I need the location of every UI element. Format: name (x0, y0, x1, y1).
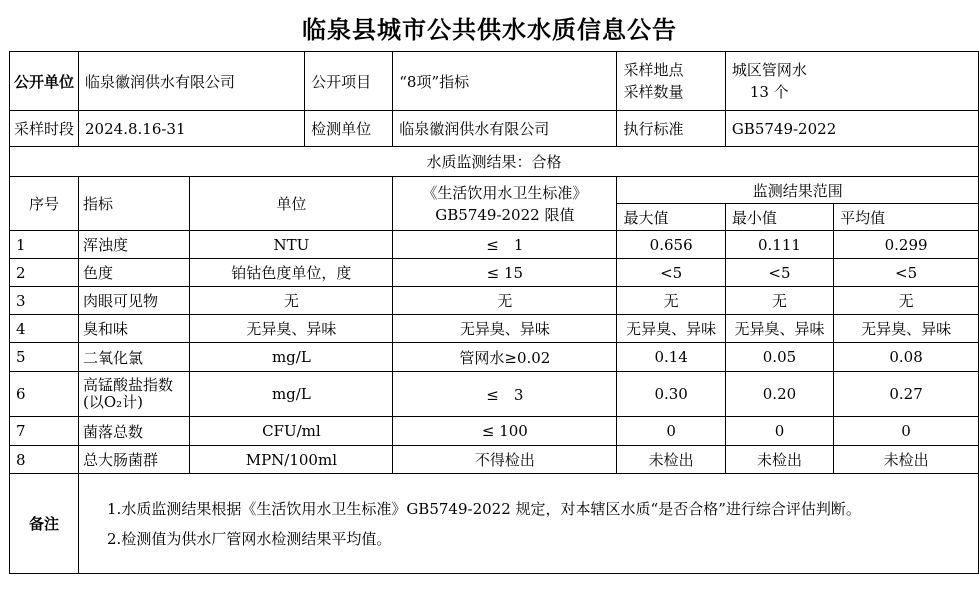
sampling-period-value: 2024.8.16-31 (79, 111, 305, 147)
row-avg: 0.08 (834, 343, 979, 372)
row-min: 无 (725, 287, 833, 315)
row-limit: ≤ 15 (393, 259, 617, 287)
sampling-location-value: 城区管网水 (731, 61, 807, 79)
row-no: 4 (10, 315, 79, 343)
table-row (10, 231, 979, 259)
row-avg: 未检出 (834, 446, 979, 474)
sampling-values (725, 52, 978, 111)
row-no: 1 (10, 231, 79, 259)
row-no: 8 (10, 446, 79, 474)
col-header-no: 序号 (10, 177, 79, 231)
table-row (10, 259, 979, 287)
column-header-row-1 (10, 177, 979, 204)
row-min: 0.05 (725, 343, 833, 372)
row-min: 0 (725, 417, 833, 446)
col-header-max: 最大值 (617, 204, 725, 231)
col-header-min: 最小值 (725, 204, 833, 231)
row-max: 0.14 (617, 343, 725, 372)
result-banner-row (10, 147, 979, 177)
col-header-limit-line2: GB5749-2022 限值 (435, 205, 575, 224)
disclosure-item-value: “8项”指标 (393, 52, 617, 111)
row-avg: 无 (834, 287, 979, 315)
header-row-1 (10, 52, 979, 111)
col-header-indicator: 指标 (79, 177, 190, 231)
row-indicator: 浑浊度 (79, 231, 190, 259)
col-header-limit (393, 177, 617, 231)
row-limit: 不得检出 (393, 446, 617, 474)
row-indicator: 肉眼可见物 (79, 287, 190, 315)
remarks-content (79, 474, 979, 574)
row-limit: ≤ 3 (393, 372, 617, 417)
row-indicator: 总大肠菌群 (79, 446, 190, 474)
row-max: 无 (617, 287, 725, 315)
row-unit: mg/L (190, 372, 393, 417)
row-unit: CFU/ml (190, 417, 393, 446)
table-row (10, 287, 979, 315)
row-unit: 无 (190, 287, 393, 315)
row-indicator: 二氧化氯 (79, 343, 190, 372)
testing-unit-label: 检测单位 (305, 111, 393, 147)
row-indicator: 色度 (79, 259, 190, 287)
row-unit: MPN/100ml (190, 446, 393, 474)
row-avg: 无异臭、异味 (834, 315, 979, 343)
sampling-count-label: 采样数量 (623, 83, 684, 101)
row-unit: mg/L (190, 343, 393, 372)
water-quality-table (9, 51, 979, 574)
page-title: 临泉县城市公共供水水质信息公告 (302, 16, 677, 44)
row-avg: 0.299 (834, 231, 979, 259)
row-min: 0.111 (725, 231, 833, 259)
sampling-period-label: 采样时段 (10, 111, 79, 147)
row-unit: 无异臭、异味 (190, 315, 393, 343)
sampling-count-value: 13 个 (749, 83, 789, 101)
row-indicator: 臭和味 (79, 315, 190, 343)
header-row-2 (10, 111, 979, 147)
row-limit: 无异臭、异味 (393, 315, 617, 343)
row-avg: 0.27 (834, 372, 979, 417)
standard-value: GB5749-2022 (725, 111, 978, 147)
disclosing-unit-value: 临泉徽润供水有限公司 (79, 52, 305, 111)
row-max: 0.30 (617, 372, 725, 417)
row-min: 未检出 (725, 446, 833, 474)
row-no: 2 (10, 259, 79, 287)
row-indicator: 高锰酸盐指数(以O₂计) (79, 372, 190, 417)
remarks-label: 备注 (10, 474, 79, 574)
table-row (10, 343, 979, 372)
remarks-row (10, 474, 979, 574)
table-row (10, 417, 979, 446)
row-avg: <5 (834, 259, 979, 287)
row-indicator: 菌落总数 (79, 417, 190, 446)
row-limit: 无 (393, 287, 617, 315)
col-header-avg: 平均值 (834, 204, 979, 231)
table-row (10, 372, 979, 417)
row-no: 5 (10, 343, 79, 372)
testing-unit-value: 临泉徽润供水有限公司 (393, 111, 617, 147)
col-header-limit-line1: 《生活饮用水卫生标准》 (422, 183, 588, 202)
row-min: 0.20 (725, 372, 833, 417)
sampling-labels (617, 52, 725, 111)
standard-label: 执行标准 (617, 111, 725, 147)
row-no: 7 (10, 417, 79, 446)
row-max: 未检出 (617, 446, 725, 474)
result-banner: 水质监测结果：合格 (10, 147, 979, 177)
row-unit: 铂钴色度单位，度 (190, 259, 393, 287)
table-row (10, 315, 979, 343)
col-header-range: 监测结果范围 (617, 177, 979, 204)
row-max: 无异臭、异味 (617, 315, 725, 343)
row-no: 6 (10, 372, 79, 417)
table-row (10, 446, 979, 474)
disclosure-item-label: 公开项目 (305, 52, 393, 111)
row-min: <5 (725, 259, 833, 287)
row-max: <5 (617, 259, 725, 287)
row-no: 3 (10, 287, 79, 315)
sampling-location-label: 采样地点 (623, 61, 684, 79)
row-limit: 管网水≥0.02 (393, 343, 617, 372)
row-min: 无异臭、异味 (725, 315, 833, 343)
row-avg: 0 (834, 417, 979, 446)
row-limit: ≤ 1 (393, 231, 617, 259)
row-max: 0.656 (617, 231, 725, 259)
col-header-unit: 单位 (190, 177, 393, 231)
remark-note-2: 2.检测值为供水厂管网水检测结果平均值。 (107, 529, 392, 548)
remark-note-1: 1.水质监测结果根据《生活饮用水卫生标准》GB5749-2022 规定，对本辖区水质“是否合格”进行综合评估判断。 (107, 499, 861, 518)
row-limit: ≤ 100 (393, 417, 617, 446)
disclosing-unit-label: 公开单位 (10, 52, 79, 111)
row-max: 0 (617, 417, 725, 446)
row-unit: NTU (190, 231, 393, 259)
